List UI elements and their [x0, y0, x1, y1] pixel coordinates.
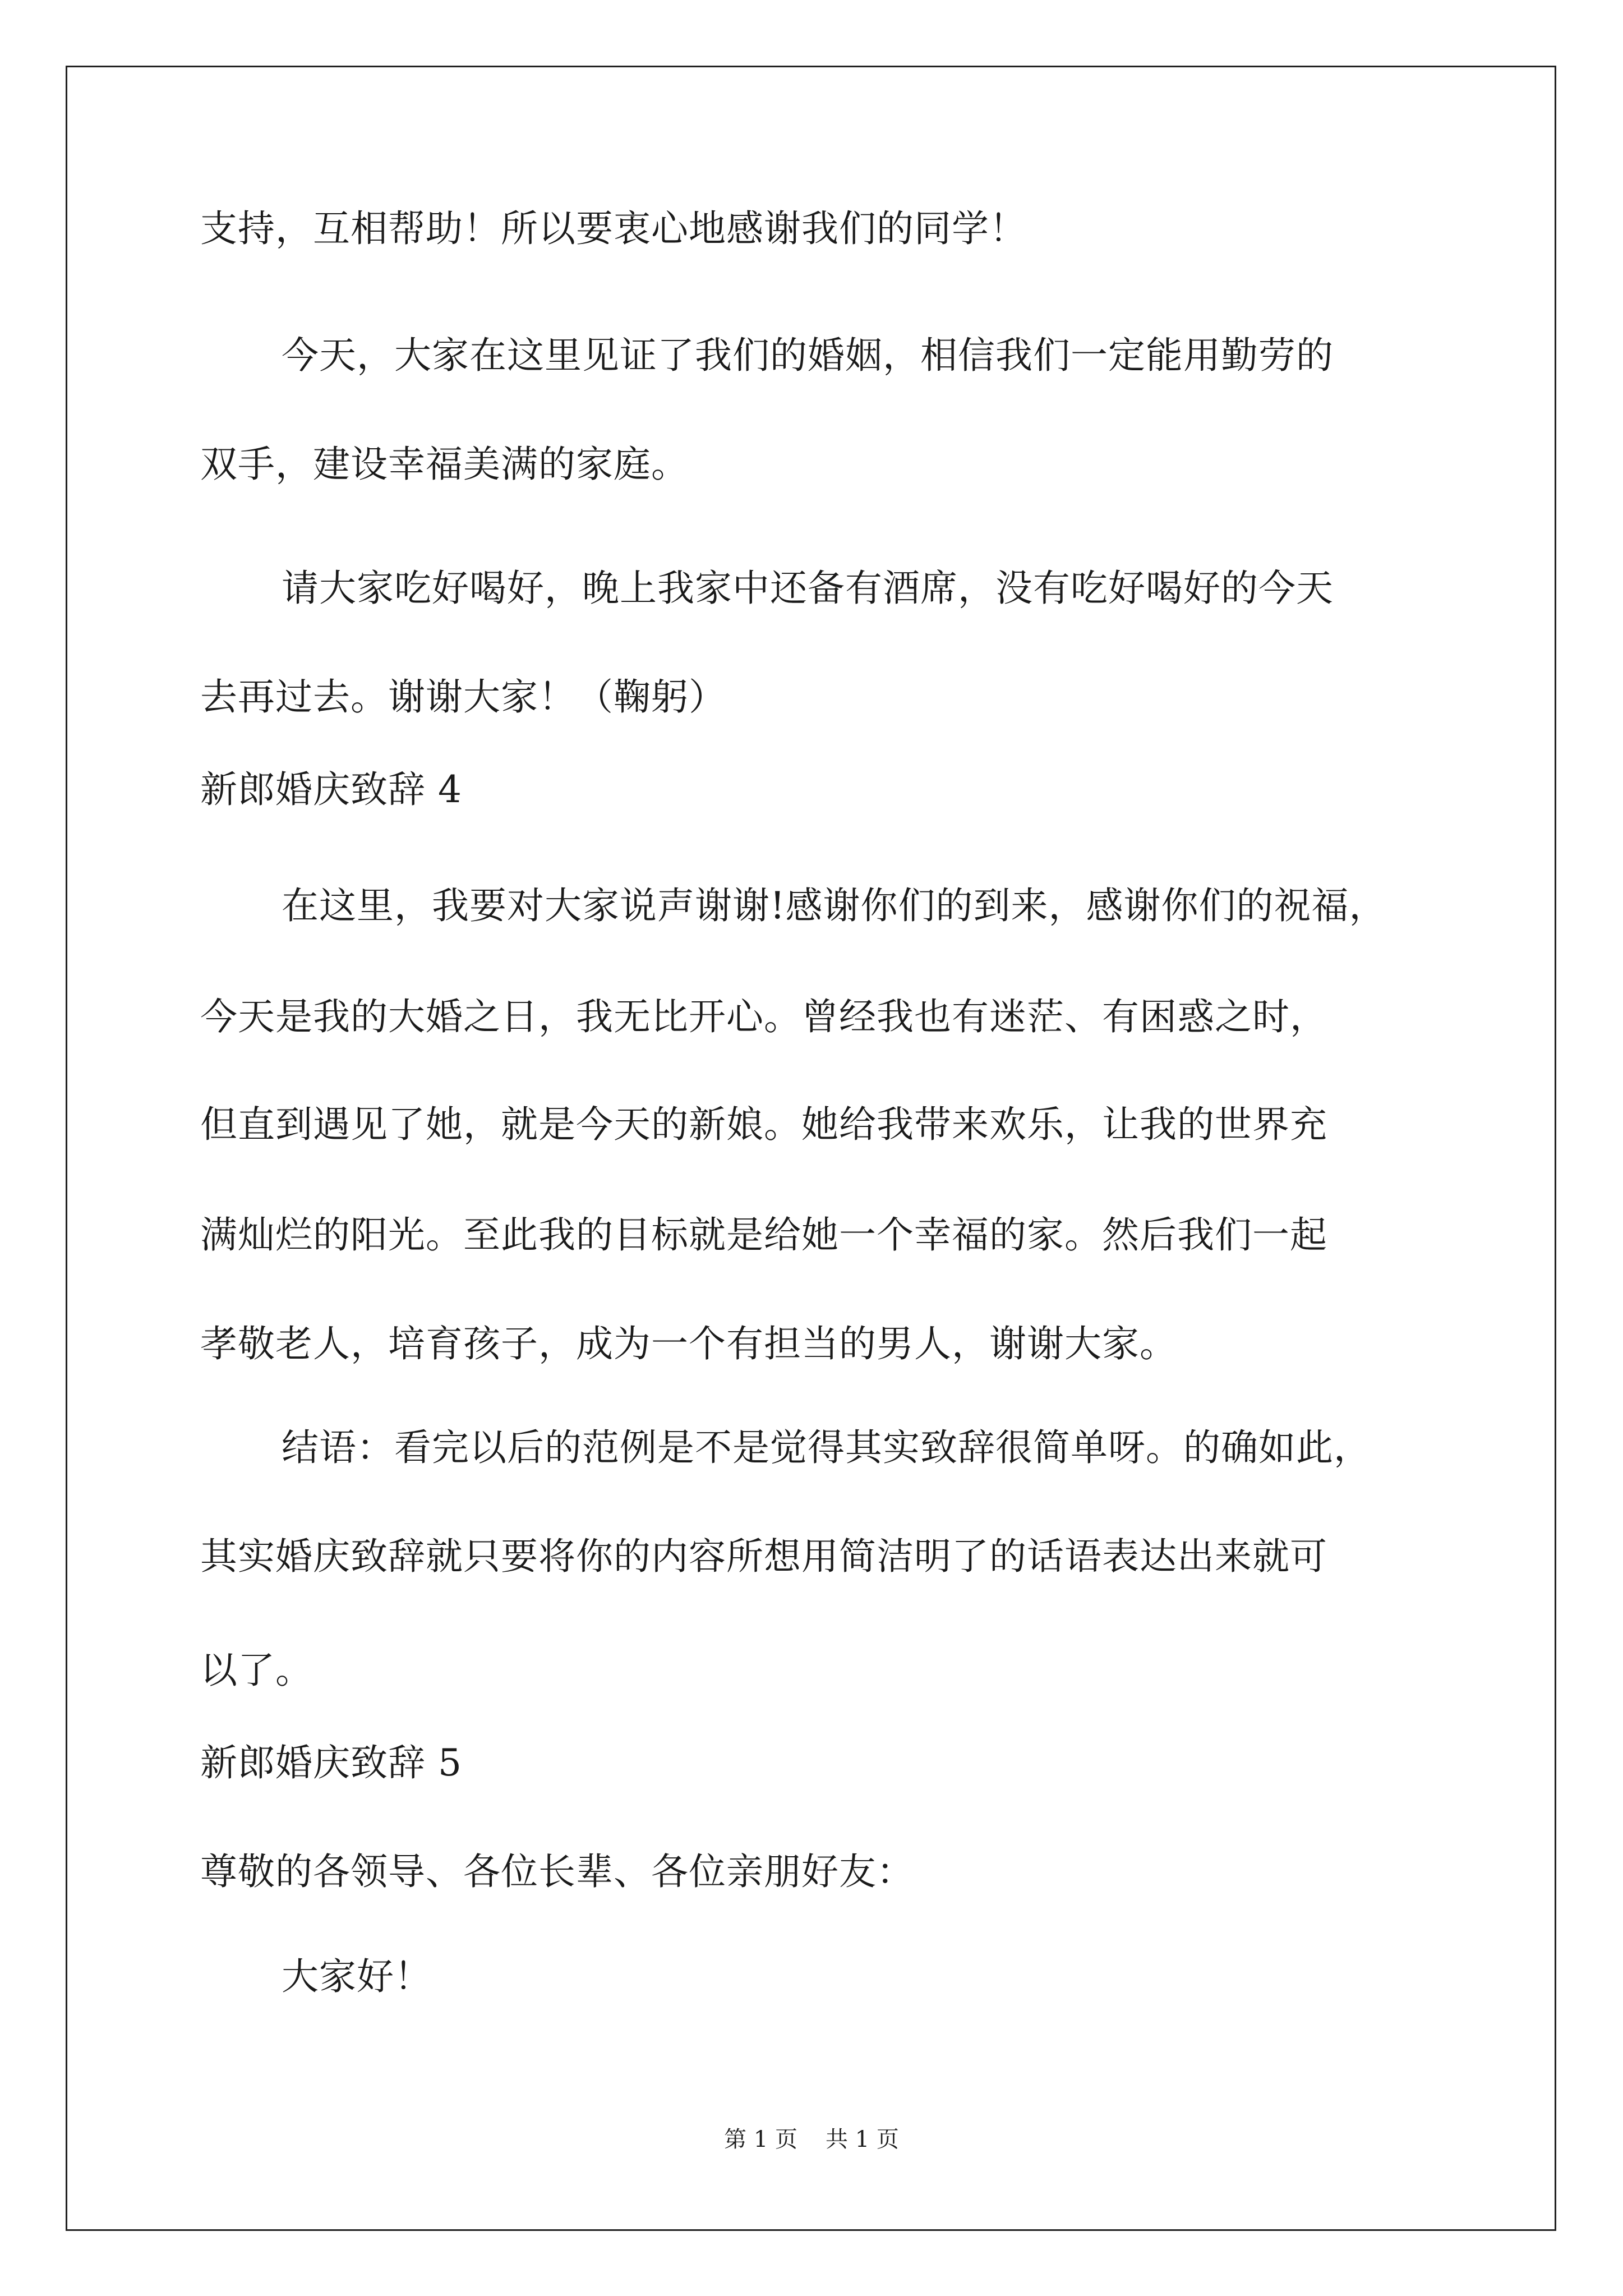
paragraph-line: 请大家吃好喝好，晚上我家中还备有酒席，没有吃好喝好的今天	[282, 567, 1334, 610]
paragraph-line: 满灿烂的阳光。至此我的目标就是给她一个幸福的家。然后我们一起	[200, 1213, 1327, 1257]
paragraph-line: 但直到遇见了她，就是今天的新娘。她给我带来欢乐，让我的世界充	[200, 1103, 1327, 1146]
page-footer	[0, 2126, 1623, 2153]
page-border	[66, 66, 1556, 2231]
paragraph-line: 尊敬的各领导、各位长辈、各位亲朋好友：	[200, 1850, 914, 1893]
paragraph-line: 大家好！	[282, 1955, 432, 1998]
page-number-current: 第 1 页	[724, 2127, 797, 2152]
paragraph-line: 孝敬老人，培育孩子，成为一个有担当的男人，谢谢大家。	[200, 1322, 1177, 1365]
paragraph-line: 今天是我的大婚之日，我无比开心。曾经我也有迷茫、有困惑之时，	[200, 995, 1327, 1038]
section-heading: 新郎婚庆致辞 4	[200, 768, 462, 811]
section-heading: 新郎婚庆致辞 5	[200, 1741, 462, 1784]
paragraph-line: 双手，建设幸福美满的家庭。	[200, 443, 689, 486]
paragraph-line: 其实婚庆致辞就只要将你的内容所想用简洁明了的话语表达出来就可	[200, 1535, 1327, 1578]
paragraph-line: 以了。	[200, 1649, 313, 1692]
page-number-total: 共 1 页	[826, 2127, 899, 2152]
paragraph-line: 结语：看完以后的范例是不是觉得其实致辞很简单呀。的确如此，	[282, 1426, 1371, 1469]
paragraph-line: 今天，大家在这里见证了我们的婚姻，相信我们一定能用勤劳的	[282, 334, 1334, 377]
paragraph-line: 在这里，我要对大家说声谢谢!感谢你们的到来，感谢你们的祝福，	[282, 884, 1387, 927]
paragraph-line: 去再过去。谢谢大家！（鞠躬）	[200, 675, 726, 719]
paragraph-line: 支持，互相帮助！所以要衷心地感谢我们的同学！	[200, 207, 1027, 250]
